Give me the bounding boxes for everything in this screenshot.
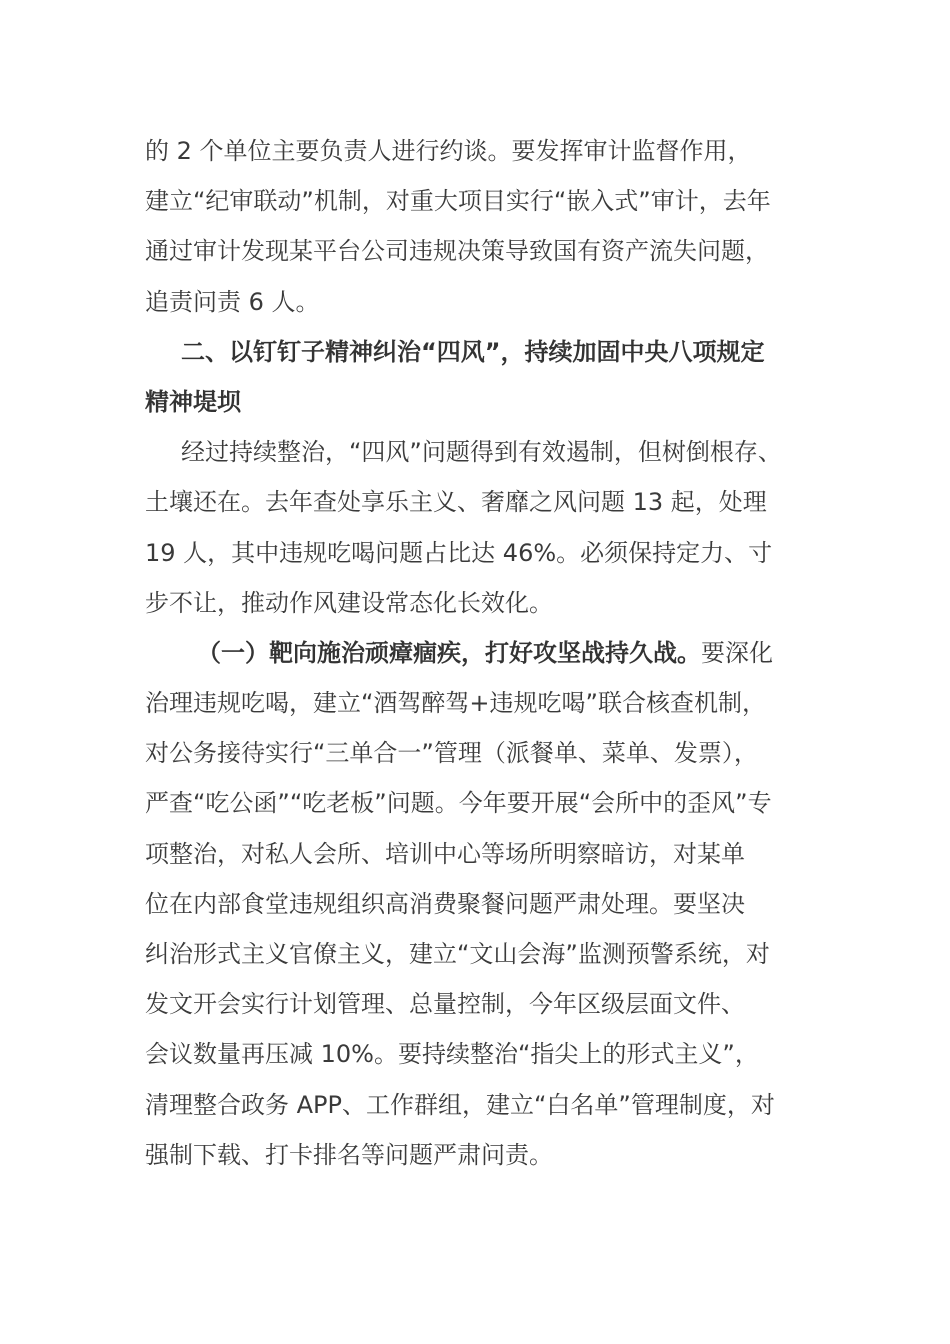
text-line: 追责问责 6 人。 <box>145 287 320 316</box>
text-line: 严查“吃公函”“吃老板”问题。今年要开展“会所中的歪风”专 <box>145 789 772 818</box>
paragraph-subsection-one <box>145 628 809 1180</box>
text-line: 通过审计发现某平台公司违规决策导致国有资产流失问题， <box>145 237 769 266</box>
paragraph-four-winds <box>145 427 809 628</box>
text-line: 19 人，其中违规吃喝问题占比达 46%。必须保持定力、寸 <box>145 538 773 567</box>
text-line: 位在内部食堂违规组织高消费聚餐问题严肃处理。要坚决 <box>145 889 745 918</box>
text-line: 建立“纪审联动”机制，对重大项目实行“嵌入式”审计，去年 <box>145 187 771 216</box>
text-line: 项整治，对私人会所、培训中心等场所明察暗访，对某单 <box>145 839 745 868</box>
text-line: 会议数量再压减 10%。要持续整治“指尖上的形式主义”， <box>145 1040 759 1069</box>
text-line: 对公务接待实行“三单合一”管理（派餐单、菜单、发票）， <box>145 739 758 768</box>
heading-line: 二、以钉钉子精神纠治“四风”，持续加固中央八项规定 <box>181 337 765 366</box>
subsection-heading: （一）靶向施治顽瘴痼疾，打好攻坚战持久战。 <box>197 638 701 667</box>
text-line: 经过持续整治，“四风”问题得到有效遏制，但树倒根存、 <box>181 438 782 467</box>
text-line: 土壤还在。去年查处享乐主义、奢靡之风问题 13 起，处理 <box>145 488 767 517</box>
text-line: 步不让，推动作风建设常态化长效化。 <box>145 588 553 617</box>
section-heading-two <box>145 327 809 427</box>
text-line: 发文开会实行计划管理、总量控制，今年区级层面文件、 <box>145 990 745 1019</box>
text-line: 的 2 个单位主要负责人进行约谈。要发挥审计监督作用， <box>145 137 752 165</box>
document-body <box>145 126 809 1180</box>
text-line: 纠治形式主义官僚主义，建立“文山会海”监测预警系统，对 <box>145 940 770 968</box>
text-line: 强制下载、打卡排名等问题严肃问责。 <box>145 1140 553 1169</box>
paragraph-accountability <box>145 126 809 327</box>
text-line <box>145 628 809 678</box>
text-run: 要深化 <box>701 638 773 667</box>
text-line: 治理违规吃喝，建立“酒驾醉驾+违规吃喝”联合核查机制， <box>145 689 766 718</box>
text-line: 清理整合政务 APP、工作群组，建立“白名单”管理制度，对 <box>145 1090 775 1119</box>
heading-line: 精神堤坝 <box>145 387 241 416</box>
